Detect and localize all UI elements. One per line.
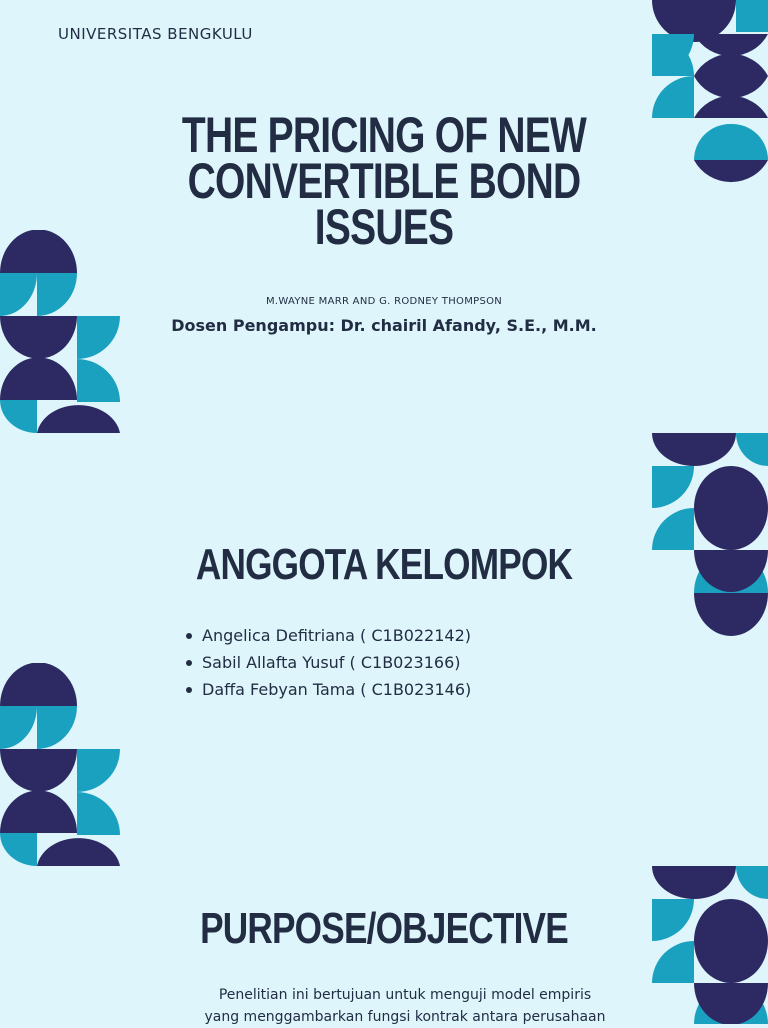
list-item: Sabil Allafta Yusuf ( C1B023166) [186, 649, 471, 676]
purpose-line: Penelitian ini bertujuan untuk menguji model empiris [218, 987, 592, 1003]
purpose-text [0, 984, 768, 1028]
list-item: Daffa Febyan Tama ( C1B023146) [186, 676, 471, 703]
university-name: UNIVERSITAS BENGKULU [58, 25, 253, 43]
members-list [186, 622, 471, 703]
geometric-pattern-icon [652, 433, 768, 636]
page-title [84, 107, 683, 255]
purpose-heading: PURPOSE/OBJECTIVE [200, 904, 568, 953]
title-line: ISSUES [314, 199, 454, 255]
purpose-line: yang menggambarkan fungsi kontrak antara perusahaan [204, 1009, 606, 1025]
title-line: CONVERTIBLE BOND [187, 153, 581, 209]
geometric-pattern-icon [0, 663, 120, 866]
list-item: Angelica Defitriana ( C1B022142) [186, 622, 471, 649]
lecturer: Dosen Pengampu: Dr. chairil Afandy, S.E., M.M. [171, 316, 597, 335]
members-heading: ANGGOTA KELOMPOK [195, 540, 573, 589]
authors: M.WAYNE MARR AND G. RODNEY THOMPSON [265, 296, 503, 307]
title-line: THE PRICING OF NEW [181, 107, 587, 163]
